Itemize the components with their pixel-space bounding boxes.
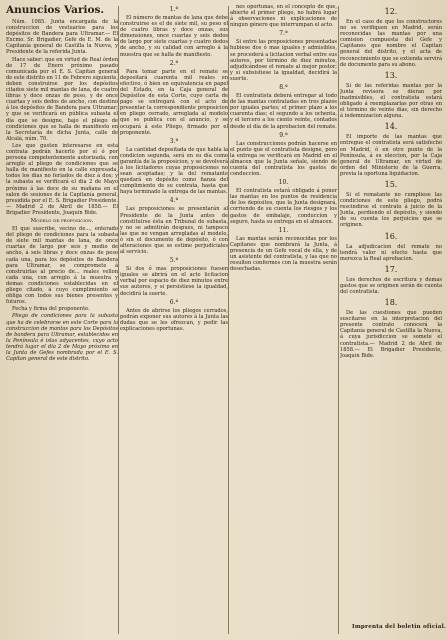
- paragraph: Antes de abrirse los pliegos cerrados, podrán exponer sus autores á la Junta las dudas que se les ofrezcan, y pedir las explicaciones oportunas.: [120, 307, 228, 332]
- column-divider: [228, 6, 229, 634]
- paragraph: Núm. 1085. Junta encargada de la construccion de vestuarios para los depósitos de Bandera para Ultramar.— El Excmo. Sr. Brigadier, Gefe de E. M. de la Capitanía general de Castilla la Nueva, y Presidente de la referida Junta.: [6, 19, 118, 56]
- paragraph: Fecha y firma del proponente.: [12, 306, 90, 313]
- paragraph: El importe de las mantas que entregue el contratista será satisfecho en Madrid, ó en otro punto de la Península, á su eleccion, por la Caja general de Ultramar, en virtud de órden del Ministerio de la Guerra, previa la oportuna liquidacion.: [340, 134, 442, 177]
- clause-number: 8.ª: [279, 84, 288, 92]
- column-divider: [118, 6, 119, 634]
- paragraph: Si dos ó mas proposiciones fuesen iguales se abrirá en el acto licitacion verbal por espacio de diez minutos entre sus autores, y si persistiese la igualdad, decidirá la suerte.: [120, 266, 228, 297]
- paragraph: La cantidad depositada de que habla la condicion segunda, será en su día como garantía de la proposicion, y se devolverá á los licitadores cuyas proposiciones no sean aceptadas; y la del rematante quedará en depósito como fianza del cumplimiento de su contrata, hasta que haya terminado la entrega de las mantas.: [120, 146, 228, 196]
- clause-number: 16.: [384, 231, 398, 241]
- paragraph: Los que gusten interesarse en esta contrata podrán hacerlo por sí ó por persona competentemente autorizada, con arreglo al pliego de condiciones que se halla de manifiesto en la calle expresada, todos los dias no feriados de diez á dos; y la subasta se verificará el dia 2 de Mayo próximo á las doce de su mañana en el salon de sesiones de la Capitanía general, presidida por el E. S. Brigadier Presidente.— Madrid 2 de Abril de 1858.— El Brigadier Presidente, Joaquin Bide.: [6, 142, 118, 216]
- clause-number: 7.ª: [279, 30, 288, 38]
- subheading: Modelo de proposicion.: [30, 218, 94, 224]
- clause-number: 5.ª: [169, 257, 179, 265]
- clause-number: 3.ª: [169, 137, 179, 145]
- paragraph: La adjudicacion del remate no tendrá valor ni efecto hasta que merezca la Real aprobacion.: [340, 243, 442, 262]
- column-3: [230, 4, 337, 636]
- clause-number: 11.: [278, 226, 289, 234]
- section-heading: Anuncios Varios.: [6, 4, 105, 16]
- clause-number: 18.: [384, 298, 398, 308]
- clause-number: 9.ª: [279, 131, 288, 139]
- clause-number: 2.ª: [169, 59, 179, 67]
- clause-number: 17.: [384, 264, 398, 274]
- column-1-body: [6, 19, 118, 362]
- paragraph: Las mantas serán reconocidas por los Capitanes que nombrará la Junta, á presencia de un Gefe vocal de ella, y de un asistente del contratista, y las que no resulten conformes con la muestra serán desechadas.: [230, 235, 337, 273]
- column-2-body: [120, 5, 228, 332]
- printer-imprint: Imprenta del boletin oficial.: [352, 624, 447, 630]
- clause-number: 1.ª: [169, 6, 179, 13]
- paragraph: nes oportunas, en el concepto de que, abierto el primer pliego, no habrá lugar á observaciones ni explicaciones de ningun género que interrumpan el acto.: [230, 4, 337, 29]
- paragraph: De las cuestiones que pueden suscitarse en la interpretacion del presente contrato conocerá la Capitanía general de Castilla la Nueva, á cuya jurisdiccion se somete el contratista.— Madrid 2 de Abril de 1858.— El Brigadier Presidente, Joaquin Bide.: [340, 310, 442, 359]
- paragraph: Si entre las proposiciones presentadas hubiese dos ó mas iguales y admisibles, se procederá a licitacion verbal entre sus autores, por término de diez minutos, adjudicándose el remate al mejor postor; y si subsistiese la igualdad, decidirá la suerte.: [230, 39, 337, 82]
- paragraph: El número de mantas de lana que debe construirse es el de siete mil, su peso el de cuatro libras y doce onzas, sus dimensiones, once cuartas y seis dedos de largo por siete cuartas y cuatro dedos de ancho, y su calidad con arreglo á la muestra que se halla de manifiesto.: [120, 15, 228, 58]
- paragraph: El contratista estará obligado á poner las mantas en los puntos de residencia de los depósitos, que la Junta designará, corriendo de su cuenta los riesgos y los gastos de embalaje, conduccion y seguro, hasta su entrega en el almacen.: [230, 188, 337, 225]
- paragraph: El que suscribe, vecino de..., enterado del pliego de condiciones para la subasta de siete mil mantas de lana, de once cuartas de largo por seis y medio de ancho, á seis libras y doce onzas de peso cada una, para los depósitos de Bandera para Ultramar, se compromete á construirlas al precio de... reales vellon cada una, con arreglo á la muestra y demas condiciones establecidas en el pliego citado, á cuyo cumplimiento se obliga con todos sus bienes presentes y futuros.: [6, 226, 118, 306]
- clause-number: 12.: [384, 7, 398, 16]
- clause-number: 4.ª: [169, 197, 179, 205]
- column-4-body: [340, 6, 442, 359]
- column-divider: [338, 6, 339, 634]
- clause-number: 13.: [384, 70, 398, 80]
- column-4: [340, 4, 442, 618]
- paragraph: Los derechos de escritura y demas gastos que se originen serán de cuenta del contratista.: [340, 276, 442, 295]
- column-2: [120, 4, 228, 636]
- clause-number: 15.: [384, 179, 398, 189]
- column-3-body: [230, 4, 337, 272]
- clause-number: 6.ª: [169, 298, 179, 306]
- paragraph: Las construcciones podrán hacerse en el punto que el contratista designe, pero la entrega se verificará en Madrid en el almacen que la Junta señale, siendo de cuenta del contratista los gastos de conduccion.: [230, 140, 337, 178]
- paragraph: Si de las referidas mantas por la Junta revisora se dieran por inadmisibles, el contratista estará obligado á reemplazarlas por otras en el término de veinte días, sin derecho á indemnizacion alguna.: [340, 82, 442, 120]
- paragraph: En el caso de que los constructores no se verifiquen en Madrid, serán reconocidas las mantas por una comision compuesta del Gefe y Capitanes que nombre el Capitan general del distrito, y el acta de reconocimiento que se extienda servirá de documento para su abono.: [340, 19, 442, 68]
- italic-paragraph: Pliego de condiciones para la subasta que ha de celebrarse en este Corte para la construccion de mantas para los Depósitos de bandera para Ultramar, establecidos en la Península é islas adyacentes, cuyo acto tendrá lugar el dia 2 de Mayo próximo en la Junta de Gefes nombrada por el E. S. Capitan general de este distrito.: [6, 313, 118, 363]
- paragraph: Las proposiciones se presentarán al Presidente de la Junta antes de constituirse ésta en Tribunal de subasta, y no se admitirán despues, ni tampoco las que no vengan arregladas al modelo, ó sin el documento de depósito, ó con alteraciones que se estime perjudiciales al servicio.: [120, 206, 228, 256]
- paragraph: Si el rematante no cumpliese las condiciones de este pliego, podrá rescindirse el contrato á juicio de la Junta, perdiendo el depósito, y siendo de su cuenta los perjuicios que se originen.: [340, 191, 442, 229]
- paragraph: Hace saber: que en virtud de Real órden de 17 de Enero próximo pasado comunicada por el E. S. Capitan general de este distrito en 11 de Febrero siguiente, deben construirse por los depósitos citados siete mil mantas de lana, de cuatro libras y doce onzas de peso, y de once cuartas y seis dedos de ancho, con destino á los depósitos de Bandera para Ultramar; y que se verificará en pública subasta el dia que se designe, bajo el pliego de condiciones que se halla de manifiesto en la Secretaría de dicha Junta, calle de Alcalá, núm. 70.: [6, 56, 118, 142]
- column-1: [6, 4, 118, 636]
- clause-number: 10.: [278, 179, 289, 187]
- clause-number: 14.: [384, 122, 398, 132]
- paragraph: El contratista deberá entregar al todo de las mantas contratadas en tres plazos por iguales partes; el primer plazo a los cuarenta días; el segundo a los ochenta, y el tercero a los ciento veinte, contados desde el día de la aprobacion del remate.: [230, 93, 337, 130]
- paragraph: Para tomar parte en el remate se depositará cuarenta mil reales en efectivo, ó bien en equivalencia en papel del Estado, en la Caja general de Depósitos de esta Corte, cuyo carta de pago se entregará con el acto de presentar la correspondiente proposicion en pliego cerrado, arreglada al modelo que se publica con el anuncio, y se ocupará á este Pliego, firmado por el proponente.: [120, 68, 228, 136]
